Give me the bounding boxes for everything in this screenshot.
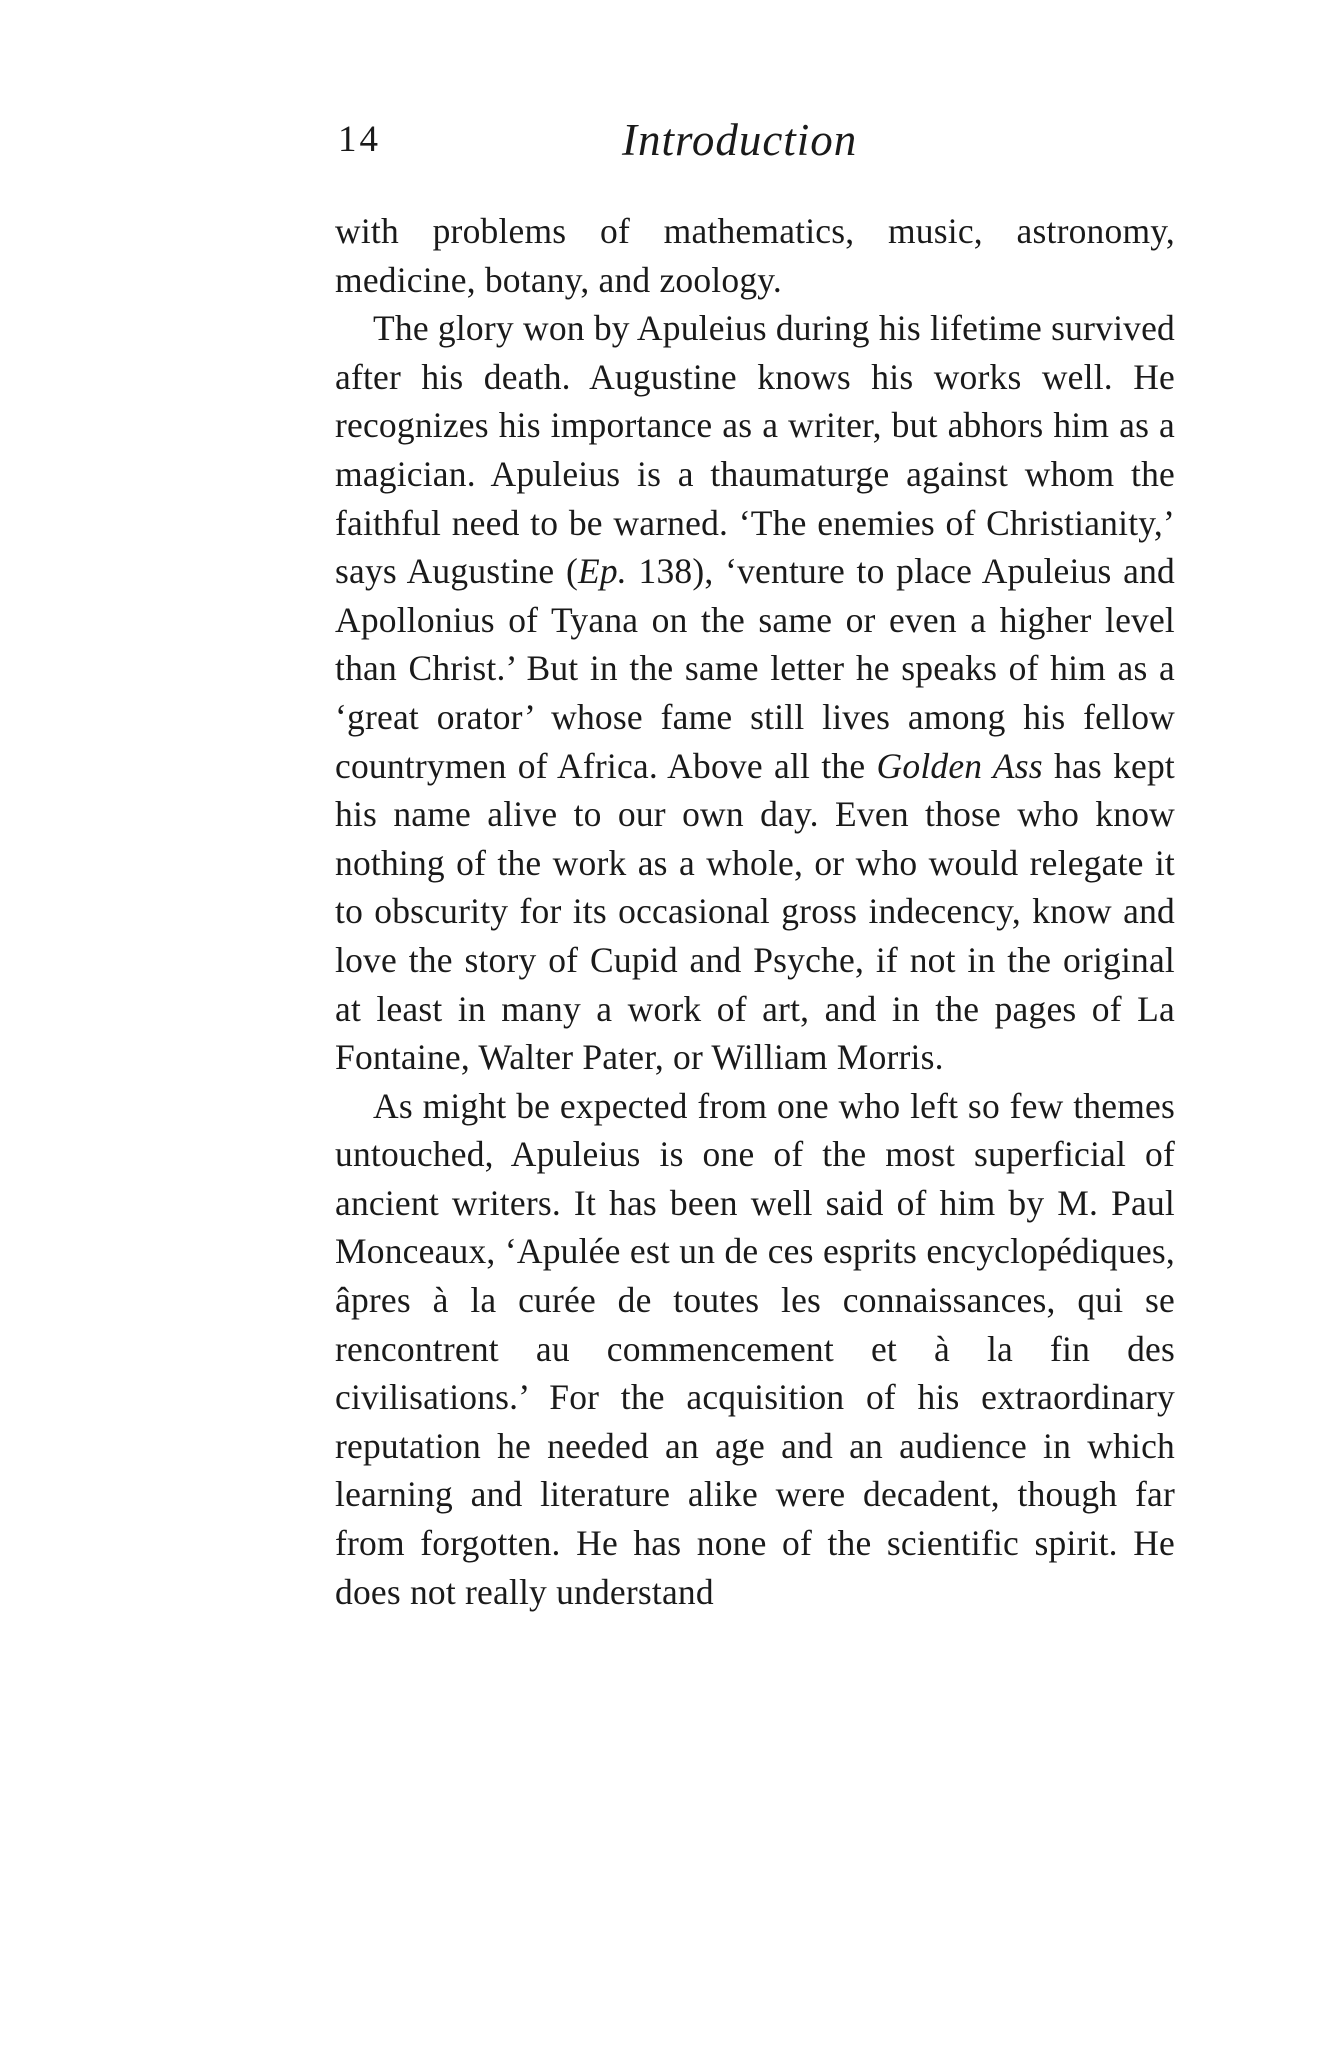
text-segment: has kept his name alive to our own day. Even those who know nothing of the work as a whole, or who would relegate it to obscurity for its occasional gross indecency, know and love the story of Cupid and Psyche, if not in the original at least in many a work of art, and in the pages of La Fontaine, Walter Pater, or William Morris. <box>335 745 1176 1078</box>
text-segment: with problems of mathematics, music, astronomy, medicine, botany, and zoology. <box>335 211 1175 300</box>
text-segment: As might be expected from one who left so few themes untouched, Apuleius is one of the most superficial of ancient writers. It has been well said of him by M. Paul Monceaux, ‘Apulée est un de ces esprits encyclopédiques, âpres à la curée de toutes les connaissances, qui se rencontrent au commencement et à la fin des civilisations.’ For the acquisition of his extraordinary reputation he needed an age and an audience in which learning and literature alike were decadent, though far from forgotten. He has none of the scientific spirit. He does not really understand <box>335 1085 1175 1612</box>
italic-book-title: Golden Ass <box>876 745 1043 786</box>
page-number: 14 <box>338 119 381 160</box>
text-segment: The glory won by Apuleius during his lifetime survived after his death. Augustine knows his works well. He recognizes his importance as a writer, but abhors him as a magician. Apuleius is a thaumaturge against whom the faithful need to be warned. ‘The enemies of Christianity,’ says Augustine ( <box>335 308 1175 592</box>
body-text <box>335 207 1175 1616</box>
running-title: Introduction <box>622 115 858 165</box>
paragraph <box>335 304 1175 1082</box>
paragraph <box>335 1082 1175 1617</box>
paragraph <box>335 207 1175 304</box>
page-header <box>330 115 1180 178</box>
text-segment: 138), ‘venture to place Apuleius and Apollonius of Tyana on the same or even a higher level than Christ.’ But in the same letter he speaks of him as a ‘great orator’ whose fame still lives among his fellow countrymen of Africa. Above all the <box>335 551 1175 786</box>
italic-citation: Ep. <box>577 551 627 592</box>
